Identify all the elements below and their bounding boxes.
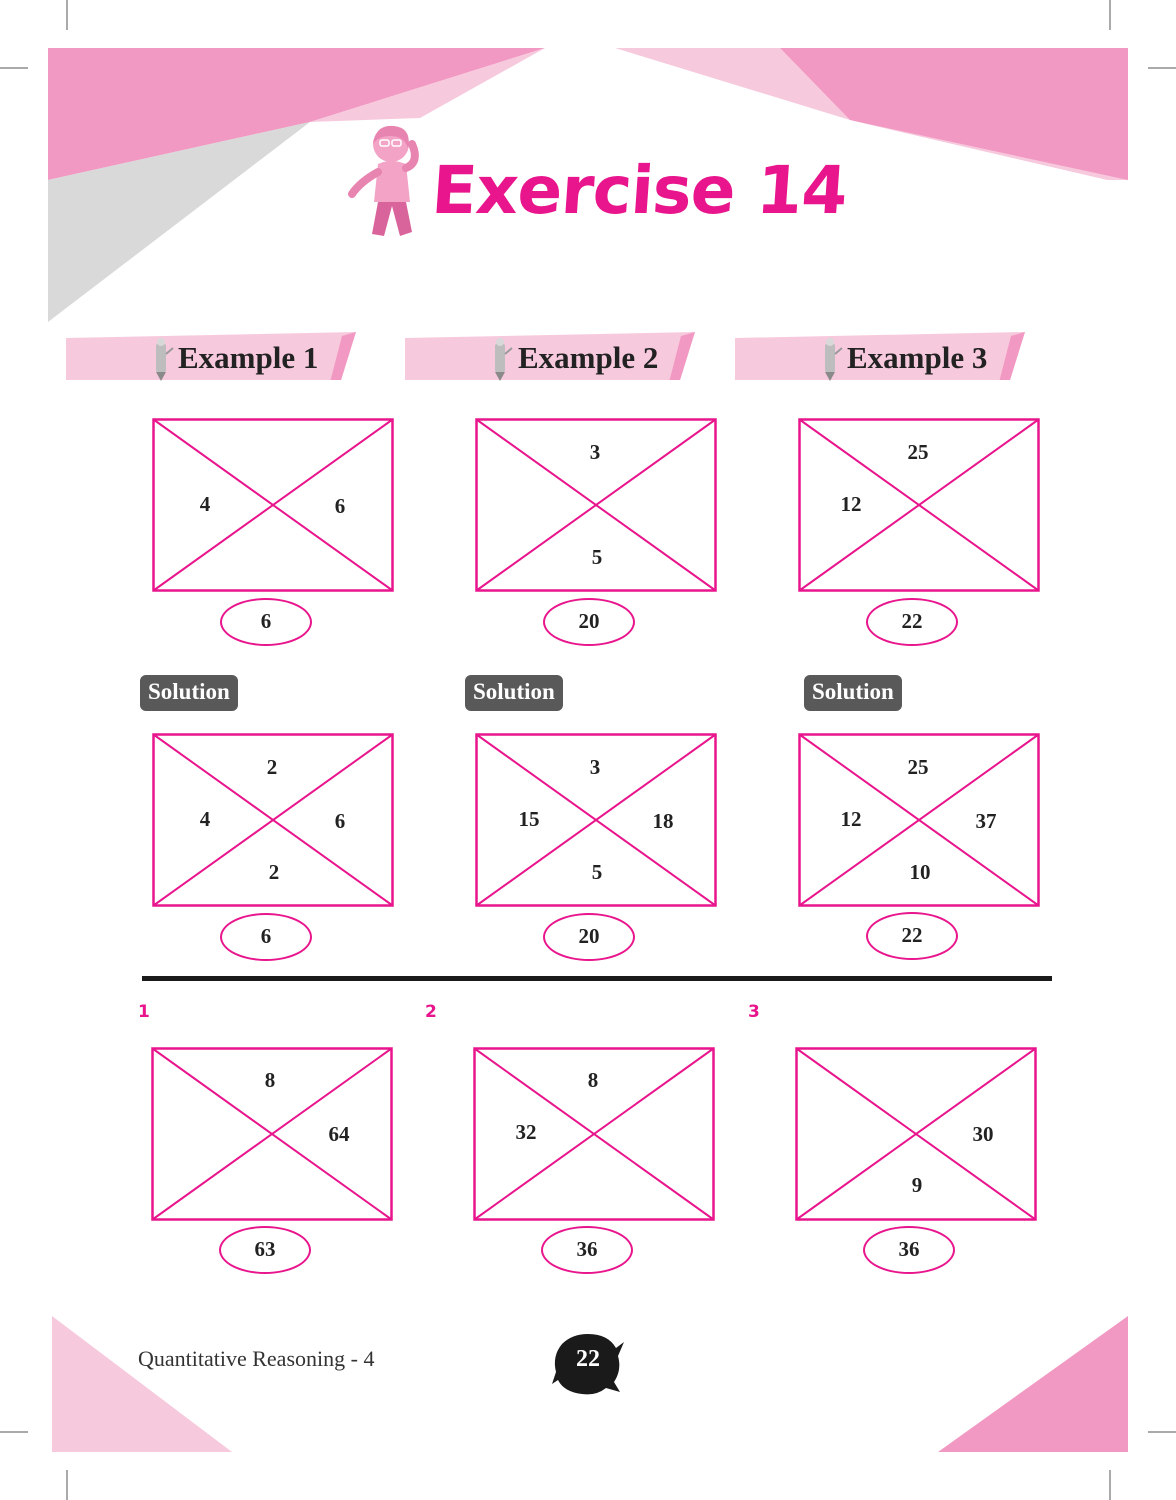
girl-thinking-figure <box>346 122 436 242</box>
example-3-title: Example 3 <box>847 340 988 375</box>
box-bottom-number: 5 <box>591 545 603 569</box>
box-left-number: 32 <box>515 1120 537 1144</box>
box-top-number: 8 <box>264 1068 276 1092</box>
example-1-title: Example 1 <box>178 340 319 375</box>
box-right-number: 18 <box>652 809 674 833</box>
box-left-number: 12 <box>840 492 862 516</box>
box-left-number: 4 <box>199 492 211 516</box>
answer-oval: 6 <box>220 598 312 646</box>
answer-oval: 36 <box>863 1226 955 1274</box>
box-top-number: 3 <box>589 440 601 464</box>
answer-oval: 22 <box>866 912 958 960</box>
box-top-number: 2 <box>266 755 278 779</box>
question-number: 2 <box>425 1002 437 1022</box>
box-left-number: 4 <box>199 807 211 831</box>
pencil-mascot-icon <box>148 338 174 382</box>
box-bottom-number: 9 <box>911 1173 923 1197</box>
pencil-mascot-icon <box>817 338 843 382</box>
box-left-number: 12 <box>840 807 862 831</box>
question-number: 3 <box>748 1002 760 1022</box>
box-bottom-number: 2 <box>268 860 280 884</box>
answer-oval: 6 <box>220 913 312 961</box>
box-right-number: 6 <box>334 494 346 518</box>
box-bottom-number: 5 <box>591 860 603 884</box>
box-bottom-number: 10 <box>909 860 931 884</box>
example-2-title: Example 2 <box>518 340 659 375</box>
box-top-number: 3 <box>589 755 601 779</box>
section-divider <box>142 976 1052 981</box>
box-right-number: 64 <box>328 1122 350 1146</box>
solution-label: Solution <box>804 675 902 711</box>
answer-oval: 20 <box>543 913 635 961</box>
solution-label: Solution <box>465 675 563 711</box>
box-right-number: 30 <box>972 1122 994 1146</box>
page-title: Exercise 14 <box>429 152 850 229</box>
answer-oval: 36 <box>541 1226 633 1274</box>
pencil-mascot-icon <box>487 338 513 382</box>
box-top-number: 25 <box>907 755 929 779</box>
solution-label: Solution <box>140 675 238 711</box>
box-right-number: 6 <box>334 809 346 833</box>
page-number: 22 <box>576 1346 600 1372</box>
box-top-number: 8 <box>587 1068 599 1092</box>
box-top-number: 25 <box>907 440 929 464</box>
book-title: Quantitative Reasoning - 4 <box>138 1346 375 1371</box>
answer-oval: 22 <box>866 598 958 646</box>
answer-oval: 20 <box>543 598 635 646</box>
question-number: 1 <box>138 1002 150 1022</box>
box-left-number: 15 <box>518 807 540 831</box>
answer-oval: 63 <box>219 1226 311 1274</box>
box-right-number: 37 <box>975 809 997 833</box>
